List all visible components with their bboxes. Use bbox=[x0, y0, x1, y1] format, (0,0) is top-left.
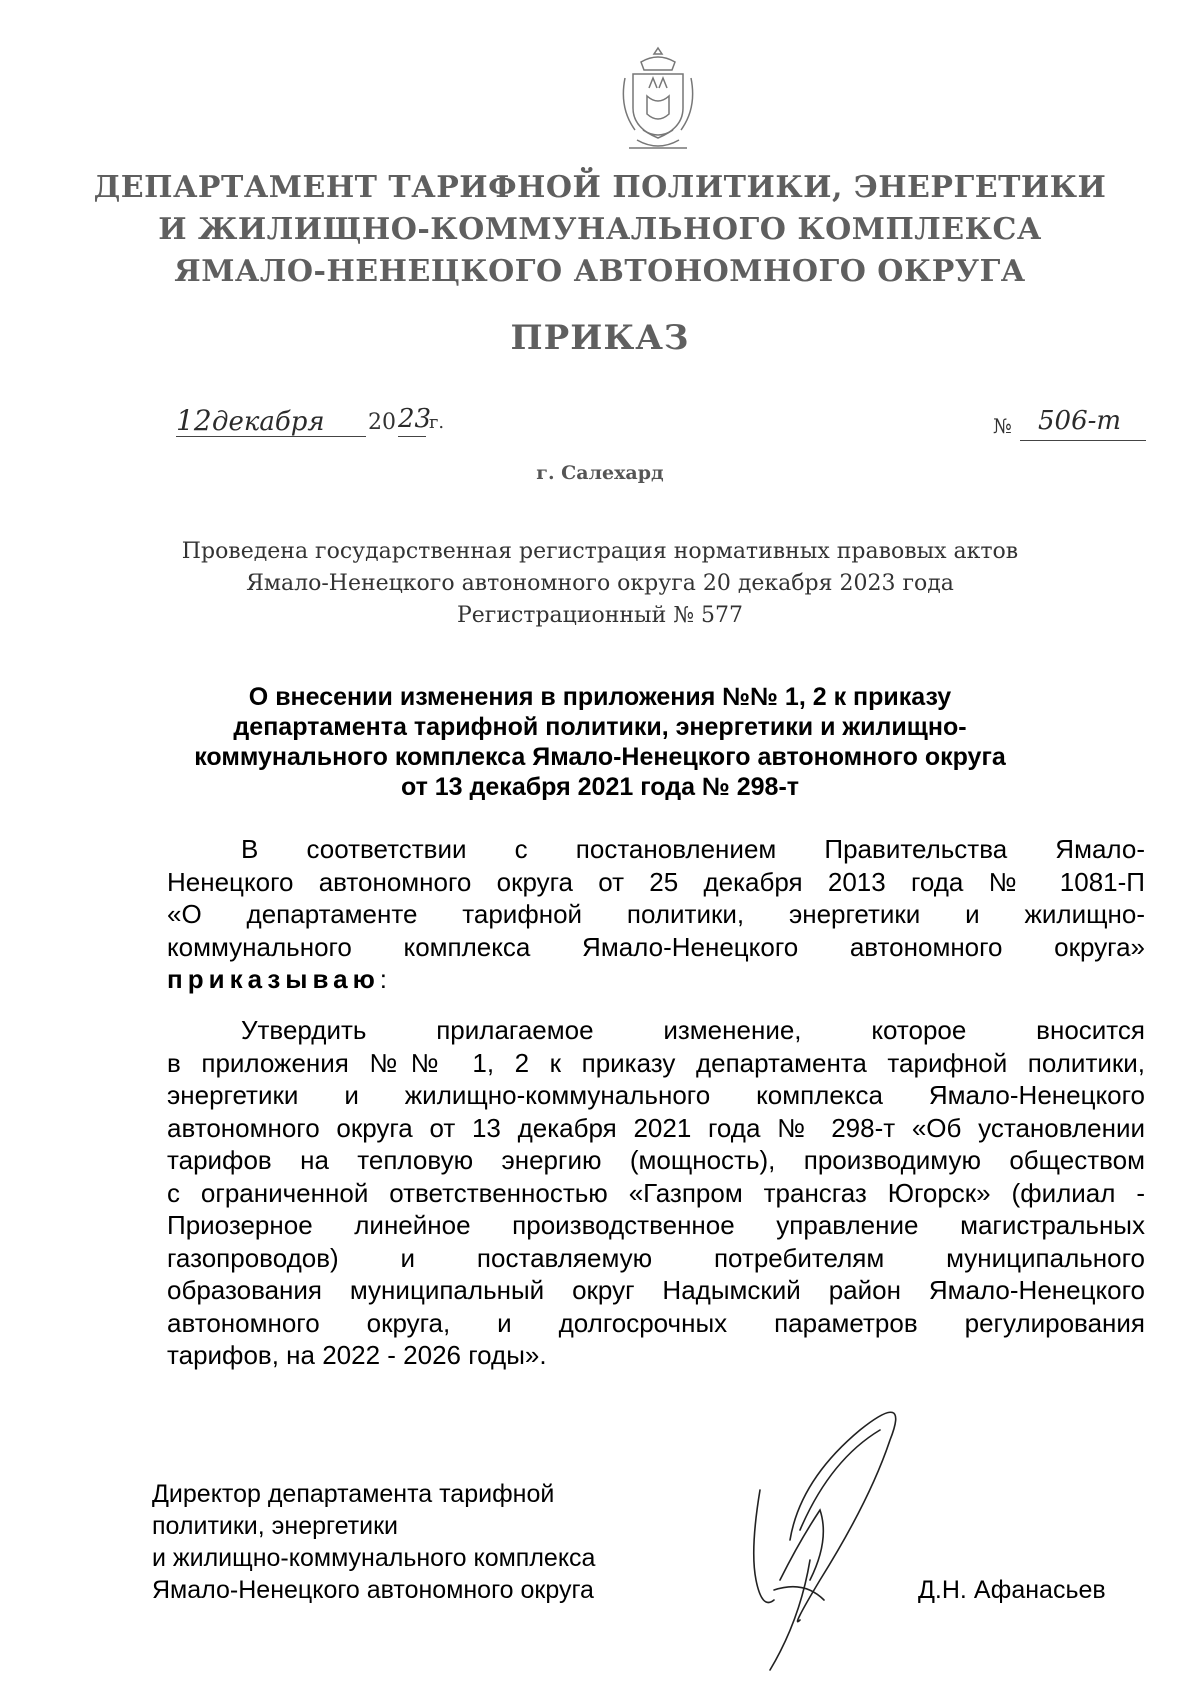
number-sign: № bbox=[993, 414, 1012, 438]
order-title-line: от 13 декабря 2021 года № 298-т bbox=[400, 773, 800, 801]
paragraph-line: автономного округа от 13 декабря 2021 года № 298-т «Об установлении bbox=[167, 1112, 1145, 1143]
year-suffix: 23 bbox=[398, 404, 432, 434]
date-month: декабря bbox=[212, 407, 325, 437]
paragraph-line: Утвердить прилагаемое изменение, которое вносится bbox=[241, 1015, 1145, 1045]
command-suffix: : bbox=[379, 964, 388, 994]
paragraph-line: газопроводов) и поставляемую потребителям муниципального bbox=[167, 1242, 1145, 1273]
paragraph-line: Ненецкого автономного округа от 25 декабря 2013 года № 1081-П bbox=[167, 866, 1145, 897]
city: г. Салехард bbox=[536, 462, 664, 484]
date-underline bbox=[176, 436, 366, 437]
preamble-paragraph bbox=[167, 833, 1145, 996]
command-line bbox=[167, 963, 1145, 996]
department-name-line: ЯМАЛО-НЕНЕЦКОГО АВТОНОМНОГО ОКРУГА bbox=[174, 254, 1026, 289]
paragraph-line: В соответствии с постановлением Правительства Ямало- bbox=[241, 834, 1145, 864]
paragraph-line: «О департаменте тарифной политики, энергетики и жилищно- bbox=[167, 899, 1145, 929]
paragraph-line: в приложения №№ 1, 2 к приказу департамента тарифной политики, bbox=[167, 1047, 1145, 1078]
signatory-title-line: политики, энергетики bbox=[152, 1512, 398, 1540]
order-title-line: О внесении изменения в приложения №№ 1, 2 к приказу bbox=[248, 683, 952, 711]
department-name-line: ДЕПАРТАМЕНТ ТАРИФНОЙ ПОЛИТИКИ, ЭНЕРГЕТИКИ bbox=[93, 170, 1107, 205]
signatory-title-line: и жилищно-коммунального комплекса bbox=[152, 1544, 596, 1572]
order-title-line: департамента тарифной политики, энергетики и жилищно- bbox=[233, 713, 967, 741]
year-prefix: 20 bbox=[368, 410, 396, 435]
department-name-line: И ЖИЛИЩНО-КОММУНАЛЬНОГО КОМПЛЕКСА bbox=[158, 212, 1042, 247]
signatory-title-line: Ямало-Ненецкого автономного округа bbox=[152, 1576, 594, 1604]
command-word: приказываю bbox=[167, 964, 380, 994]
paragraph-line: образования муниципальный округ Надымский район Ямало-Ненецкого bbox=[167, 1275, 1145, 1305]
registration-line: Проведена государственная регистрация нормативных правовых актов bbox=[181, 539, 1019, 564]
order-body-paragraph bbox=[167, 1014, 1145, 1372]
paragraph-line: энергетики и жилищно-коммунального комплекса Ямало-Ненецкого bbox=[167, 1080, 1145, 1110]
paragraph-line: тарифов, на 2022 - 2026 годы». bbox=[167, 1340, 547, 1370]
paragraph-line: с ограниченной ответственностью «Газпром трансгаз Югорск» (филиал - bbox=[167, 1177, 1145, 1208]
date-day: 12 bbox=[176, 404, 212, 437]
year-unit: г. bbox=[429, 412, 445, 433]
paragraph-line: Приозерное линейное производственное управление магистральных bbox=[167, 1210, 1145, 1240]
paragraph-line: коммунального комплекса Ямало-Ненецкого автономного округа» bbox=[167, 931, 1145, 962]
signatory-name: Д.Н. Афанасьев bbox=[918, 1576, 1106, 1604]
handwritten-signature bbox=[730, 1380, 970, 1680]
number-underline bbox=[1020, 440, 1146, 441]
document-number: 506-т bbox=[1038, 406, 1122, 436]
document-type: ПРИКАЗ bbox=[510, 318, 690, 358]
paragraph-line: автономного округа, и долгосрочных параметров регулирования bbox=[167, 1307, 1145, 1338]
year-underline bbox=[398, 436, 426, 437]
registration-line: Регистрационный № 577 bbox=[456, 603, 744, 628]
coat-of-arms-icon bbox=[613, 44, 703, 156]
order-title-line: коммунального комплекса Ямало-Ненецкого автономного округа bbox=[194, 743, 1006, 771]
signatory-title-line: Директор департамента тарифной bbox=[152, 1480, 555, 1508]
paragraph-line: тарифов на тепловую энергию (мощность), производимую обществом bbox=[167, 1145, 1145, 1175]
registration-line: Ямало-Ненецкого автономного округа 20 декабря 2023 года bbox=[246, 571, 954, 596]
